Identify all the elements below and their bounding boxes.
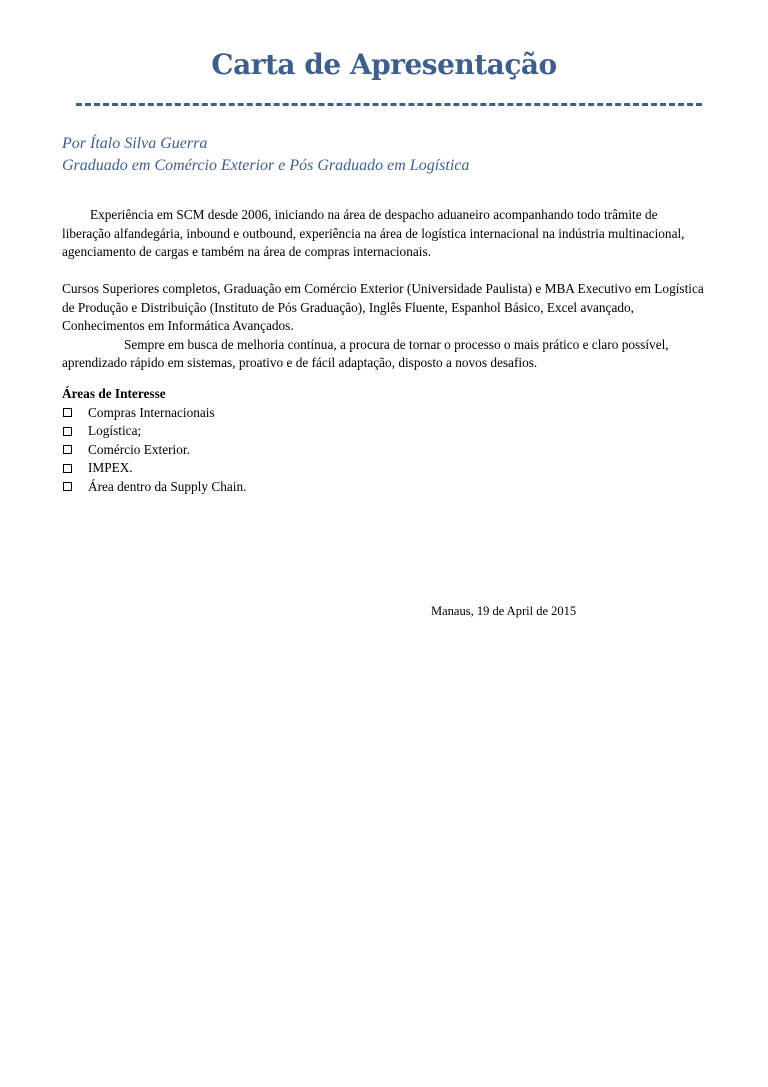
interest-list [62, 404, 246, 497]
author-name: Por Ítalo Silva Guerra [62, 135, 208, 152]
interest-section [62, 385, 246, 496]
title-dashed-divider [76, 103, 702, 106]
document-title: Carta de Apresentação [211, 48, 557, 81]
list-item [62, 422, 246, 441]
checkbox-square-icon [63, 408, 72, 417]
checkbox-square-icon [63, 445, 72, 454]
interest-item-label: IMPEX. [88, 460, 133, 475]
date-line: Manaus, 19 de April de 2015 [431, 604, 577, 618]
author-block [62, 133, 469, 177]
interest-heading: Áreas de Interesse [62, 386, 166, 401]
paragraph-experience: Experiência em SCM desde 2006, iniciando na área de despacho aduaneiro acompanhando todo trâmite de liberação alfandegária, inbound e outbound, experiência na área de logística internacional na indústria multinacional, agenciamento de cargas e também na área de compras internacionais. [62, 207, 685, 259]
interest-item-label: Logística; [88, 423, 142, 438]
list-item [62, 478, 246, 497]
interest-item-label: Comércio Exterior. [88, 441, 190, 457]
paragraph-profile-text: Sempre em busca de melhoria contínua, a procura de tornar o processo o mais prático e claro possível, aprendizado rápido em sistemas, proativo e de fácil adaptação, disposto a novos desafios. [62, 336, 669, 370]
paragraph-education [62, 280, 706, 373]
checkbox-square-icon [63, 427, 72, 436]
checkbox-square-icon [63, 464, 72, 473]
checkbox-square-icon [63, 482, 72, 491]
interest-item-label: Área dentro da Supply Chain. [88, 478, 247, 494]
list-item [62, 459, 246, 478]
list-item [62, 404, 246, 423]
paragraph-education-text: Cursos Superiores completos, Graduação em Comércio Exterior (Universidade Paulista) e MBA Executivo em Logística de Produção e Distribuição (Instituto de Pós Graduação), Inglês Fluente, Espanhol Básico, Excel avançado, Conhecimentos em Informática Avançados. [62, 281, 704, 333]
list-item [62, 441, 246, 460]
author-degree: Graduado em Comércio Exterior e Pós Graduado em Logística [62, 157, 470, 174]
interest-item-label: Compras Internacionais [88, 404, 215, 420]
